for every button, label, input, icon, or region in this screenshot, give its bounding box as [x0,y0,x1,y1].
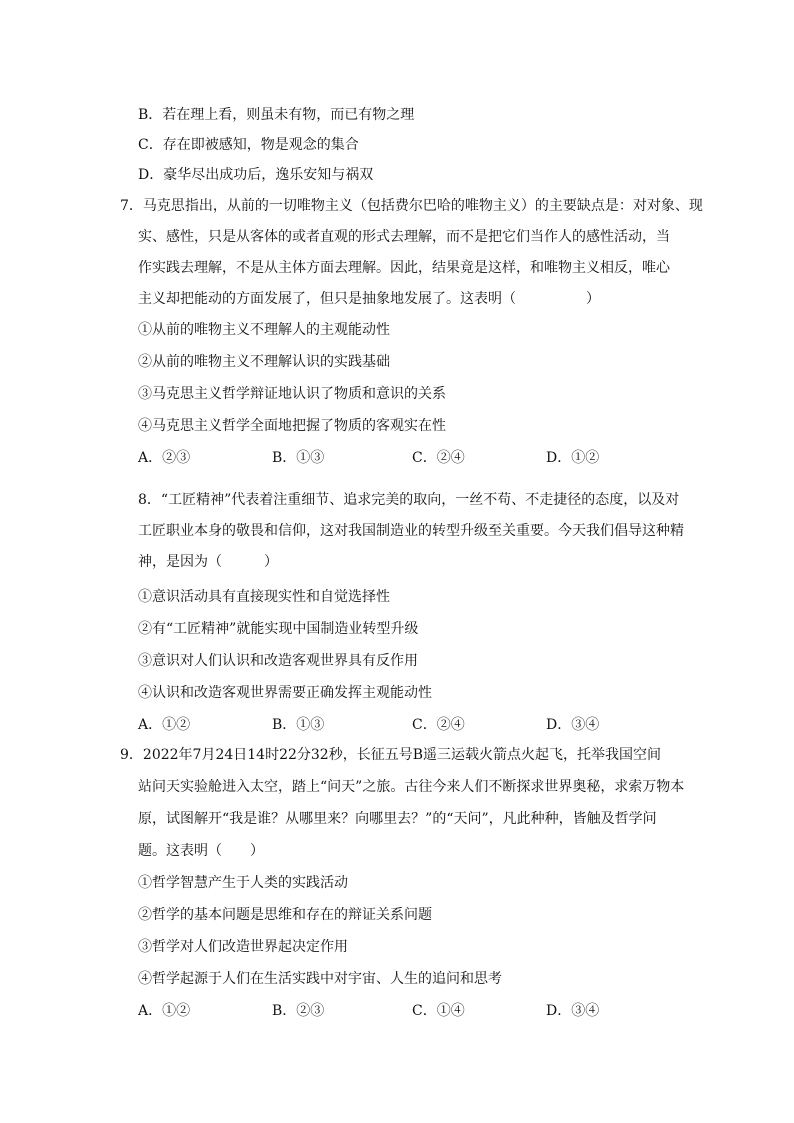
q8-item-2: ②有“工匠精神”就能实现中国制造业转型升级 [138,621,419,637]
q8-choice-b[interactable]: B．①③ [272,717,325,733]
q7-item-1: ①从前的唯物主义不理解人的主观能动性 [138,322,390,338]
q8-stem-line-2: 工匠职业本身的敬畏和信仰，这对我国制造业的转型升级至关重要。今天我们倡导这种精 [138,523,684,539]
q7-choice-c[interactable]: C．②④ [412,450,465,466]
q7-stem-line-4: 主义却把能动的方面发展了，但只是抽象地发展了。这表明（ ） [138,291,600,307]
q7-item-2: ②从前的唯物主义不理解认识的实践基础 [138,354,390,370]
q9-choice-a[interactable]: A．①② [138,1003,191,1019]
option-c: C．存在即被感知，物是观念的集合 [138,137,359,153]
q9-choice-d[interactable]: D．③④ [546,1003,600,1019]
q9-stem-line-4: 题。这表明（ ） [138,843,264,859]
q8-item-3: ③意识对人们认识和改造客观世界具有反作用 [138,653,418,669]
q7-stem-line-1: 7．马克思指出，从前的一切唯物主义（包括费尔巴哈的唯物主义）的主要缺点是：对对象、现 [120,198,703,214]
q9-item-3: ③哲学对人们改造世界起决定作用 [138,939,348,955]
q8-stem-line-3: 神，是因为（ ） [138,554,278,570]
q7-item-3: ③马克思主义哲学辩证地认识了物质和意识的关系 [138,386,446,402]
q9-stem-line-3: 原，试图解开“我是谁？从哪里来？向哪里去？”的“天问”，凡此种种，皆触及哲学问 [138,811,657,827]
q8-item-1: ①意识活动具有直接现实性和自觉选择性 [138,589,390,605]
q7-stem-line-3: 作实践去理解，不是从主体方面去理解。因此，结果竟是这样，和唯物主义相反，唯心 [138,260,670,276]
q7-item-4: ④马克思主义哲学全面地把握了物质的客观实在性 [138,418,446,434]
q8-choice-d[interactable]: D．③④ [546,717,600,733]
q9-stem-line-2: 站问天实验舱进入太空，踏上“问天”之旅。古往今来人们不断探求世界奥秘，求索万物本 [138,779,685,795]
q7-choice-b[interactable]: B．①③ [272,450,325,466]
q9-item-4: ④哲学起源于人们在生活实践中对宇宙、人生的追问和思考 [138,971,502,987]
q9-stem-line-1: 9．2022年7月24日14时22分32秒，长征五号B遥三运载火箭点火起飞，托举我国空间 [120,747,661,763]
q8-choice-a[interactable]: A．①② [138,717,191,733]
option-d: D．豪华尽出成功后，逸乐安知与祸双 [138,167,374,183]
q8-choice-c[interactable]: C．②④ [412,717,465,733]
q7-choice-d[interactable]: D．①② [546,450,600,466]
q8-item-4: ④认识和改造客观世界需要正确发挥主观能动性 [138,685,432,701]
q9-item-1: ①哲学智慧产生于人类的实践活动 [138,875,348,891]
q9-choice-b[interactable]: B．②③ [272,1003,325,1019]
q7-choice-a[interactable]: A．②③ [138,450,191,466]
q9-choice-c[interactable]: C．①④ [412,1003,465,1019]
option-b: B．若在理上看，则虽未有物，而已有物之理 [138,107,415,123]
q8-stem-line-1: 8．“工匠精神”代表着注重细节、追求完美的取向，一丝不苟、不走捷径的态度，以及对 [138,492,680,508]
q9-item-2: ②哲学的基本问题是思维和存在的辩证关系问题 [138,907,432,923]
q7-stem-line-2: 实、感性，只是从客体的或者直观的形式去理解，而不是把它们当作人的感性活动，当 [138,229,670,245]
